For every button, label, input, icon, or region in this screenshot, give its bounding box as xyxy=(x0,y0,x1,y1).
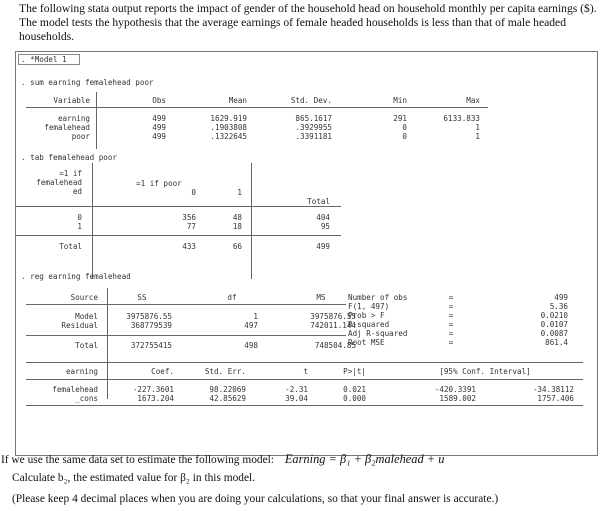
tab-rowvar-1: =1 if xyxy=(59,169,82,178)
coef-cell: 1757.406 xyxy=(537,394,574,403)
coef-cell: 1673.204 xyxy=(137,394,174,403)
model-formula: Earning = β₁ + β₂malehead + u xyxy=(284,452,445,466)
tab-col-0: 0 xyxy=(191,188,196,197)
anova-header-0: Source xyxy=(70,293,98,302)
sum-cell: poor xyxy=(71,132,90,141)
question-line-1 xyxy=(1,452,601,467)
tab-command: . tab femalehead poor xyxy=(21,153,118,162)
coef-cell: 0.000 xyxy=(343,394,366,403)
stat-label: Number of obs xyxy=(348,293,408,302)
stat-eq: = xyxy=(448,311,454,320)
tab-cell: 404 xyxy=(316,213,330,222)
coef-header-4: P>|t| xyxy=(343,367,366,376)
tab-cell: 0 xyxy=(77,213,82,222)
sum-header-5: Max xyxy=(466,96,480,105)
coef-header-0: earning xyxy=(65,367,98,376)
tab-total-cell: 433 xyxy=(182,242,196,251)
coef-header-rule xyxy=(26,379,583,380)
anova-total-rule xyxy=(26,335,346,336)
coef-cell: 98.22069 xyxy=(209,385,246,394)
stat-eq: = xyxy=(448,329,454,338)
sum-cell: 499 xyxy=(152,114,166,123)
stat-eq: = xyxy=(448,320,454,329)
anova-total-cell: 372755415 xyxy=(130,341,172,350)
tab-colvar: =1 if poor xyxy=(136,179,182,188)
coef-cell: 0.021 xyxy=(343,385,366,394)
anova-cell: 1 xyxy=(253,312,258,321)
coef-cell: 1589.002 xyxy=(439,394,476,403)
coef-bottom-rule xyxy=(26,405,583,406)
sum-cell: 1629.919 xyxy=(210,114,247,123)
tab-header-rule xyxy=(16,206,341,207)
sum-cell: .3391181 xyxy=(295,132,332,141)
coef-cell: -34.38112 xyxy=(532,385,574,394)
sum-cell: .1903808 xyxy=(210,123,247,132)
anova-header-2: df xyxy=(227,293,237,302)
coef-cell: 42.85629 xyxy=(209,394,246,403)
anova-total-cell: 498 xyxy=(244,341,258,350)
coef-header-2: Std. Err. xyxy=(204,367,246,376)
coef-header-1: Coef. xyxy=(151,367,174,376)
coef-cell: 39.04 xyxy=(285,394,308,403)
tab-cell: 1 xyxy=(77,222,82,231)
stat-label: Prob > F xyxy=(348,311,385,320)
sum-cell: femalehead xyxy=(44,123,90,132)
sum-cell: .3929955 xyxy=(295,123,332,132)
tab-col-1: 1 xyxy=(237,188,242,197)
stat-value: 499 xyxy=(554,293,568,302)
stat-label: Root MSE xyxy=(348,338,385,347)
sum-cell: 499 xyxy=(152,123,166,132)
anova-header-1: SS xyxy=(137,293,147,302)
tab-divider-left xyxy=(92,163,93,279)
problem-intro: The following stata output reports the impact of gender of the household head on household monthly per capita earnings ($). The model tests the hypothesis that the average earnings of female headed households is less than that of male headed households. xyxy=(19,2,597,43)
coef-cell: -2.31 xyxy=(285,385,308,394)
stat-eq: = xyxy=(448,338,454,347)
anova-cell: 3975876.55 xyxy=(126,312,172,321)
coef-top-rule xyxy=(26,362,583,363)
stat-value: 0.0107 xyxy=(540,320,568,329)
anova-cell: 742011.144 xyxy=(310,321,356,330)
anova-total-cell: 748504.85 xyxy=(314,341,356,350)
question-line-2: Calculate b₂, the estimated value for β₂ in this model. xyxy=(12,472,256,484)
sum-command: . sum earning femalehead poor xyxy=(21,78,154,87)
sum-cell: 1 xyxy=(475,132,480,141)
anova-total-cell: Total xyxy=(75,341,98,350)
anova-cell: 497 xyxy=(244,321,258,330)
tab-cell: 18 xyxy=(232,222,242,231)
stat-label: R-squared xyxy=(348,320,390,329)
sum-cell: .1322645 xyxy=(210,132,247,141)
coef-header-5: [95% Conf. Interval] xyxy=(439,367,531,376)
coef-divider xyxy=(107,363,108,399)
tab-divider-right xyxy=(251,163,252,279)
anova-header-3: MS xyxy=(316,293,326,302)
sum-cell: 1 xyxy=(475,123,480,132)
stat-value: 861.4 xyxy=(545,338,568,347)
coef-cell: femalehead xyxy=(52,385,98,394)
sum-header-2: Mean xyxy=(228,96,247,105)
anova-cell: Model xyxy=(75,312,98,321)
coef-cell: -227.3601 xyxy=(132,385,174,394)
tab-total-cell: 66 xyxy=(232,242,242,251)
tab-col-total: Total xyxy=(307,197,330,206)
stata-output-panel xyxy=(15,51,598,456)
coef-cell: _cons xyxy=(75,394,98,403)
anova-cell: Residual xyxy=(61,321,98,330)
sum-cell: 499 xyxy=(152,132,166,141)
anova-cell: 368779539 xyxy=(130,321,172,330)
sum-cell: 865.1617 xyxy=(295,114,332,123)
sum-header-1: Obs xyxy=(152,96,166,105)
tab-rowvar-2: femalehead xyxy=(36,178,82,187)
model-comment: . *Model 1 xyxy=(21,55,67,64)
sum-header-0: Variable xyxy=(53,96,90,105)
stat-eq: = xyxy=(448,293,454,302)
reg-command: . reg earning femalehead xyxy=(21,272,131,281)
stat-value: 5.36 xyxy=(549,302,568,311)
tab-cell: 95 xyxy=(320,222,330,231)
stat-eq: = xyxy=(448,302,454,311)
tab-total-rule xyxy=(16,235,341,236)
coef-header-3: t xyxy=(303,367,308,376)
sum-cell: 0 xyxy=(402,123,407,132)
tab-total-cell: 499 xyxy=(316,242,330,251)
stat-label: Adj R-squared xyxy=(348,329,408,338)
tab-total-cell: Total xyxy=(59,242,82,251)
sum-header-3: Std. Dev. xyxy=(290,96,332,105)
sum-cell: 6133.833 xyxy=(443,114,480,123)
anova-header-rule xyxy=(26,304,346,305)
sum-header-4: Min xyxy=(393,96,407,105)
tab-cell: 48 xyxy=(232,213,242,222)
stat-value: 0.0087 xyxy=(540,329,568,338)
question-text: If we use the same data set to estimate the following model: xyxy=(1,454,274,466)
stat-label: F(1, 497) xyxy=(348,302,390,311)
anova-cell: 3975876.55 xyxy=(310,312,356,321)
tab-cell: 356 xyxy=(182,213,196,222)
tab-rowvar-3: ed xyxy=(72,187,82,196)
question-line-3: (Please keep 4 decimal places when you are doing your calculations, so that your final answer is accurate.) xyxy=(12,493,499,505)
sum-cell: 291 xyxy=(393,114,407,123)
sum-cell: earning xyxy=(57,114,90,123)
stat-value: 0.0210 xyxy=(540,311,568,320)
sum-cell: 0 xyxy=(402,132,407,141)
coef-cell: -420.3391 xyxy=(434,385,476,394)
tab-cell: 77 xyxy=(186,222,196,231)
